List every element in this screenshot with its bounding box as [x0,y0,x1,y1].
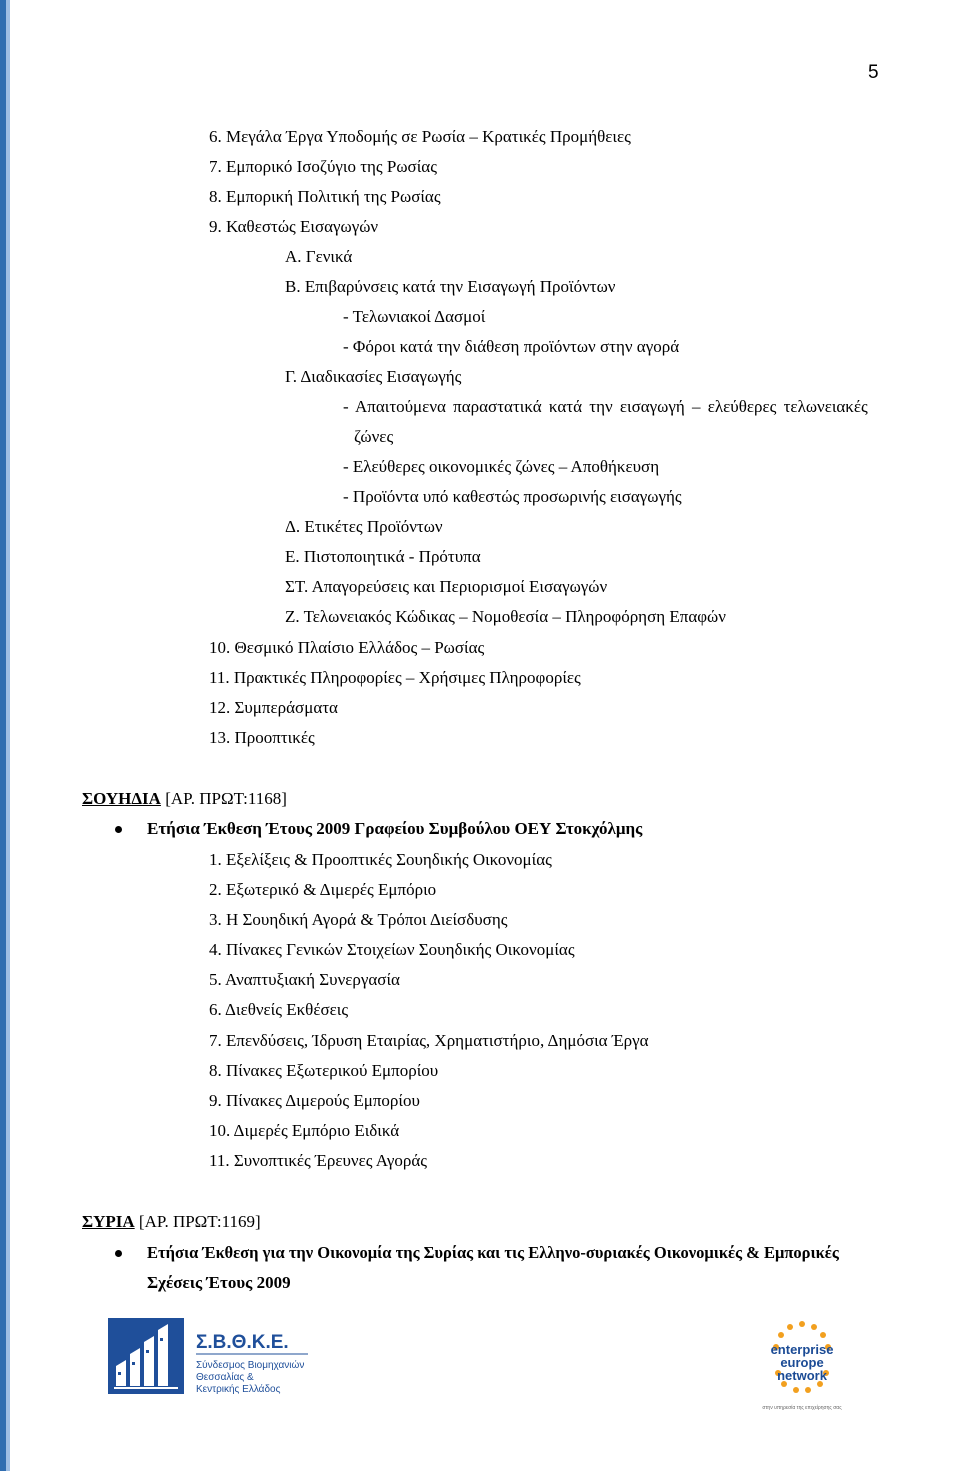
sbvke-subtitle: Κεντρικής Ελλάδος [196,1384,281,1395]
protocol-ref: [ΑΡ. ΠΡΩΤ:1169] [134,1212,261,1231]
sbvke-subtitle: Θεσσαλίας & [196,1372,254,1383]
list-item: 9. Πίνακες Διμερούς Εμπορίου [209,1091,420,1110]
een-text: enterprise [770,1342,834,1357]
toc-subsubitem: - Τελωνιακοί Δασμοί [343,307,486,326]
sbvke-logo [108,1318,318,1398]
toc-subitem: Ε. Πιστοποιητικά - Πρότυπα [285,547,481,566]
list-item: 2. Εξωτερικό & Διμερές Εμπόριο [209,880,437,899]
toc-item: 8. Εμπορική Πολιτική της Ρωσίας [209,187,441,206]
een-text: europe [780,1355,824,1370]
toc-subitem: ΣΤ. Απαγορεύσεις και Περιορισμοί Εισαγωγών [285,577,608,596]
enterprise-europe-network-logo [752,1318,852,1413]
toc-subsubitem: - Ελεύθερες οικονομικές ζώνες – Αποθήκευση [343,457,660,476]
report-title: Ετήσια Έκθεση Έτους 2009 Γραφείου Συμβούλου ΟΕΥ Στοκχόλμης [147,819,643,838]
toc-item: 9. Καθεστώς Εισαγωγών [209,217,379,236]
list-item: 5. Αναπτυξιακή Συνεργασία [209,970,400,989]
list-item: 1. Εξελίξεις & Προοπτικές Σουηδικής Οικονομίας [209,850,552,869]
report-title-cont: Σχέσεις Έτους 2009 [147,1273,291,1292]
een-tagline: στην υπηρεσία της επιχείρησης σας [762,1405,842,1411]
sbvke-subtitle: Σύνδεσμος Βιομηχανιών [196,1360,305,1371]
bullet-icon [115,1250,122,1257]
toc-subitem: Ζ. Τελωνειακός Κώδικας – Νομοθεσία – Πληροφόρηση Επαφών [285,607,726,626]
toc-item: 10. Θεσμικό Πλαίσιο Ελλάδος – Ρωσίας [209,638,485,657]
list-item: 10. Διμερές Εμπόριο Ειδικά [209,1121,400,1140]
list-item: 6. Διεθνείς Εκθέσεις [209,1000,349,1019]
toc-item: 13. Προοπτικές [209,728,315,747]
country-name: ΣΥΡΙΑ [82,1212,135,1231]
toc-subsubitem: - Φόροι κατά την διάθεση προϊόντων στην αγορά [343,337,680,356]
page-border [0,0,14,1471]
bullet-icon [115,826,122,833]
factory-logo-icon [108,1318,318,1398]
toc-subitem: Α. Γενικά [285,247,353,266]
een-text: network [777,1368,827,1383]
country-name: ΣΟΥΗΔΙΑ [82,789,161,808]
sbvke-name: Σ.Β.Θ.Κ.Ε. [196,1332,289,1353]
toc-subsubitem-cont: ζώνες [354,427,394,446]
page-number: 5 [868,62,879,83]
list-item: 11. Συνοπτικές Έρευνες Αγοράς [209,1151,427,1170]
toc-item: 7. Εμπορικό Ισοζύγιο της Ρωσίας [209,157,437,176]
toc-subsubitem: - Προϊόντα υπό καθεστώς προσωρινής εισαγωγής [343,487,682,506]
toc-subitem: Β. Επιβαρύνσεις κατά την Εισαγωγή Προϊόντων [285,277,616,296]
toc-subitem: Γ. Διαδικασίες Εισαγωγής [285,367,462,386]
een-star-logo-icon [752,1318,852,1413]
list-item: 8. Πίνακες Εξωτερικού Εμπορίου [209,1061,439,1080]
toc-item: 6. Μεγάλα Έργα Υποδομής σε Ρωσία – Κρατικές Προμήθειες [209,127,631,146]
list-item: 3. Η Σουηδική Αγορά & Τρόποι Διείσδυσης [209,910,508,929]
section-heading-syria [82,1212,261,1232]
protocol-ref: [ΑΡ. ΠΡΩΤ:1168] [160,789,287,808]
toc-subsubitem: - Απαιτούμενα παραστατικά κατά την εισαγωγή – ελεύθερες τελωνειακές [343,397,868,416]
toc-item: 11. Πρακτικές Πληροφορίες – Χρήσιμες Πληροφορίες [209,668,581,687]
toc-subitem: Δ. Ετικέτες Προϊόντων [285,517,443,536]
list-item: 4. Πίνακες Γενικών Στοιχείων Σουηδικής Οικονομίας [209,940,575,959]
section-heading-sweden [82,789,287,809]
toc-item: 12. Συμπεράσματα [209,698,338,717]
list-item: 7. Επενδύσεις, Ίδρυση Εταιρίας, Χρηματιστήριο, Δημόσια Έργα [209,1031,649,1050]
report-title: Ετήσια Έκθεση για την Οικονομία της Συρίας και τις Ελληνο-συριακές Οικονομικές & Εμπορικές [147,1243,839,1262]
